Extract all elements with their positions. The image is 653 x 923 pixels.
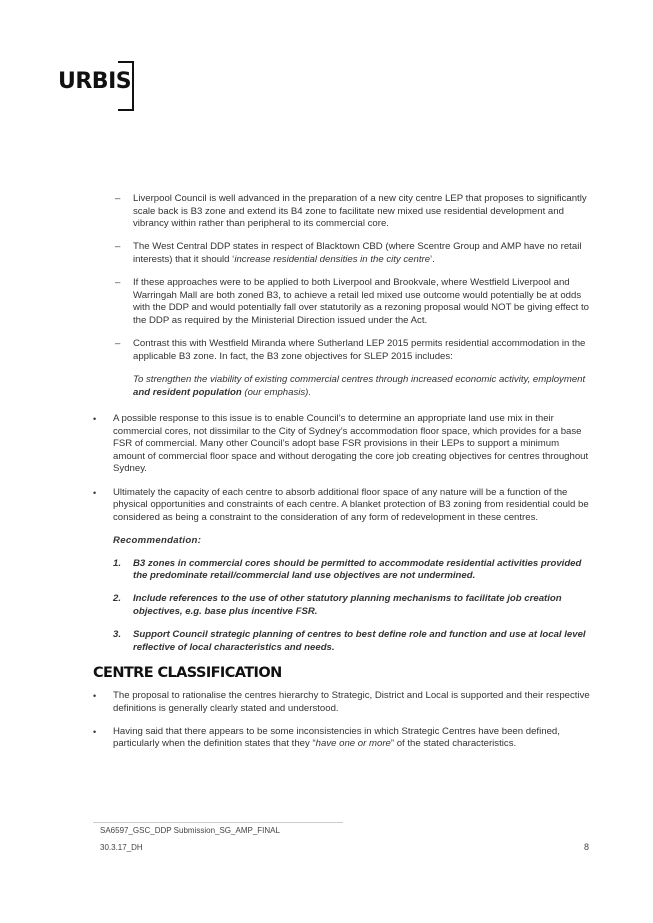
dash-text: If these approaches were to be applied to both Liverpool and Brookvale, where Westfield Liverpool and Warringah Mall are both zoned B3, to achieve a retail led mixed use outcome would potentially be at odds with the DDP and would potentially fall over statutorily as a rezoning proposal would NOT be giving effect to the DDP as required by the Ministerial Direction issued under the Act. (133, 277, 589, 326)
bullet-marker: • (93, 414, 97, 425)
page-number: 8 (584, 842, 590, 852)
logo-text: URBIS (58, 69, 132, 94)
dash-marker: – (115, 193, 121, 204)
document-body (93, 193, 591, 762)
recommendation-text: Include references to the use of other statutory planning mechanisms to facilitate job creation objectives, e.g. base plus incentive FSR. (133, 593, 562, 617)
recommendation-text: Support Council strategic planning of centres to best define role and function and use at local level reflective of local characteristics and needs. (133, 629, 586, 653)
bullet-italic-text: have one or more (315, 738, 391, 750)
dash-text: Liverpool Council is well advanced in the preparation of a new city centre LEP that proposes to significantly scale back is B3 zone and extend its B4 zone to facilitate new mixed use residential development and vibrancy within rather than peripheral to its commercial core. (133, 193, 587, 230)
recommendation-number: 3. (113, 629, 122, 641)
recommendation-number: 1. (113, 557, 122, 569)
dash-text: The West Central DDP states in respect of Blacktown CBD (where Scentre Group and AMP have no retail interests) that it should ‘increase residential densities in the city centre’. (133, 241, 582, 265)
bullet-item (93, 487, 591, 525)
dash-marker: – (115, 277, 121, 289)
dash-italic-text: increase residential densities in the city centre (234, 253, 431, 265)
bullet-text: The proposal to rationalise the centres hierarchy to Strategic, District and Local is supported and their respective definitions is generally clearly stated and understood. (113, 689, 590, 714)
footer-date: 30.3.17_DH (100, 843, 143, 852)
logo-bracket (118, 61, 134, 111)
footer-divider (93, 822, 343, 823)
quote-emphasis: and resident population (133, 386, 242, 398)
bullet-marker: • (93, 690, 97, 701)
dash-marker: – (115, 338, 121, 350)
bullet-item (93, 690, 591, 715)
bullet-marker: • (93, 487, 97, 498)
bullet-text: Having said that there appears to be some inconsistencies in which Strategic Centres have been defined, particularly when the definition states that they “have one or more” of the stated characteristics. (113, 725, 560, 750)
bullet-item (93, 413, 591, 476)
dash-item (93, 277, 591, 327)
dash-item (93, 241, 591, 266)
dash-item (93, 338, 591, 363)
urbis-logo (58, 61, 134, 109)
section-heading: CENTRE CLASSIFICATION (93, 664, 282, 681)
recommendation-label: Recommendation: (113, 535, 202, 547)
recommendation-number: 2. (113, 593, 122, 605)
bullet-item (93, 726, 591, 751)
recommendation-item (93, 629, 591, 654)
dash-item (93, 193, 591, 231)
quote-paragraph: To strengthen the viability of existing commercial centres through increased economic activity, employment and resident population (our emphasis). (133, 373, 586, 398)
bullet-text: A possible response to this issue is to enable Council’s to determine an appropriate land use mix in their commercial cores, not dissimilar to the City of Sydney’s accommodation floor space, which provides for a base FSR of commercial. Many other Council’s adopt base FSR provisions in their LEPs to support a minimum amount of commercial floor space and without derogating the core job creating objectives for centres throughout Sydney. (113, 413, 589, 475)
dash-marker: – (115, 241, 121, 253)
recommendation-item (93, 558, 591, 583)
bullet-marker: • (93, 726, 97, 737)
bullet-text: Ultimately the capacity of each centre to absorb additional floor space of any nature will be a function of the physical opportunities and constraints of each centre. A blanket protection of B3 zoning from residential could be considered as being a constraint to the consideration of any form of redevelopment in these centres. (113, 486, 589, 523)
footer-filename: SA6597_GSC_DDP Submission_SG_AMP_FINAL (100, 826, 280, 835)
dash-text: Contrast this with Westfield Miranda where Sutherland LEP 2015 permits residential accommodation in the applicable B3 zone. In fact, the B3 zone objectives for SLEP 2015 includes: (133, 338, 586, 362)
recommendation-text: B3 zones in commercial cores should be permitted to accommodate residential activities provided the predominate retail/commercial land use objectives are not undermined. (133, 557, 582, 582)
recommendation-item (93, 593, 591, 618)
